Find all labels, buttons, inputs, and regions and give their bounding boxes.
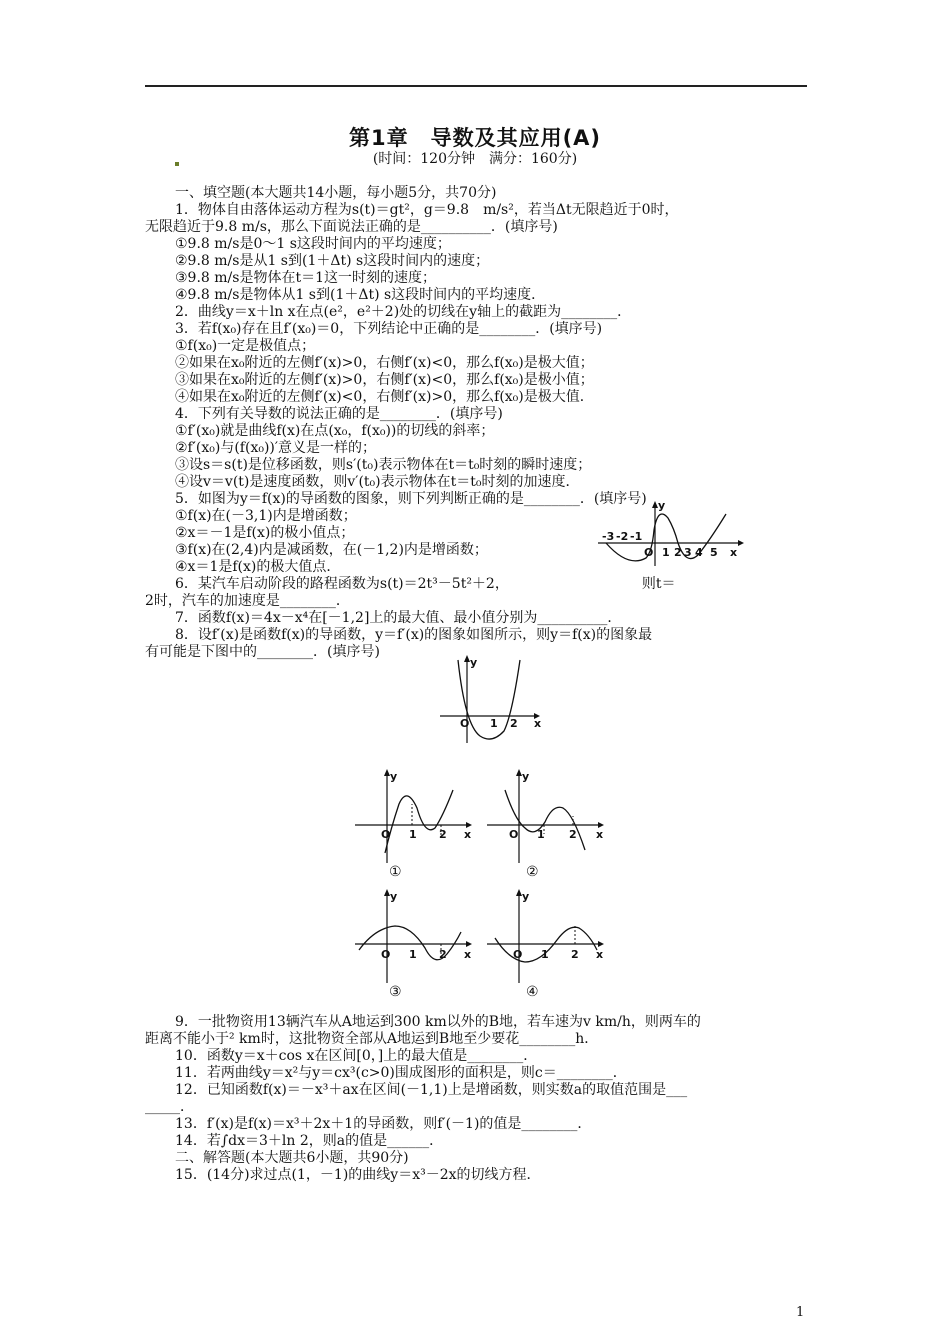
- text-line: 5．如图为y＝f(x)的导函数的图象，则下列判断正确的是________．(填序号): [175, 491, 647, 507]
- text-line: 距离不能小于² km时，这批物资全部从A地运到B地至少要花________h．: [145, 1031, 599, 1047]
- x-label: x: [464, 828, 472, 841]
- text-line: 有可能是下图中的________．(填序号): [145, 644, 380, 660]
- opt3-tick: O: [381, 948, 391, 961]
- opt4-tick: 2: [571, 948, 579, 961]
- page-title: 第1章 导数及其应用(A): [348, 126, 602, 150]
- option-line: ④设v＝v(t)是速度函数，则v′(t₀)表示物体在t＝t₀时刻的加速度．: [175, 474, 580, 490]
- text-line: 8．设f′(x)是函数f(x)的导函数，y＝f′(x)的图象如图所示，则y＝f(x)的图象最: [175, 627, 653, 643]
- text-line: 11．若两曲线y＝x²与y＝cx³(c>0)围成图形的面积是，则c＝________．: [175, 1065, 627, 1081]
- option-line: ③设s＝s(t)是位移函数，则s′(t₀)表示物体在t＝t₀时刻的瞬时速度；: [175, 457, 592, 473]
- option-3-label: ③: [389, 984, 402, 1000]
- q5-tick: 3: [684, 546, 692, 559]
- option-2-label: ②: [526, 864, 539, 880]
- opt3-tick: 2: [439, 948, 447, 961]
- text-line: 7．函数f(x)＝4x－x⁴在[－1,2]上的最大值、最小值分别为__________．: [175, 610, 622, 626]
- text-line: 12．已知函数f(x)＝－x³＋ax在区间(－1,1)上是增函数，则实数a的取值范围是___: [175, 1082, 688, 1098]
- option-line: ②如果在x₀附近的左侧f′(x)>0，右侧f′(x)<0，那么f(x₀)是极大值；: [175, 355, 594, 371]
- y-label: y: [390, 770, 398, 783]
- q8-y-axis-label: y: [470, 656, 478, 669]
- text-line: 15．(14分)求过点(1，－1)的曲线y＝x³－2x的切线方程．: [175, 1167, 541, 1183]
- opt1-tick: 2: [439, 828, 447, 841]
- y-label: y: [390, 890, 398, 903]
- q5-tick: -3: [602, 530, 615, 543]
- q8-tick: 1: [490, 717, 498, 730]
- option-4-label: ④: [526, 984, 539, 1000]
- option-line: ③f(x)在(2,4)内是减函数，在(－1,2)内是增函数；: [175, 542, 488, 558]
- q5-tick: 4: [695, 546, 703, 559]
- opt1-tick: 1: [409, 828, 417, 841]
- option-line: ①f(x₀)一定是极值点；: [175, 338, 316, 354]
- text-line: _____．: [145, 1099, 194, 1115]
- q5-tick: O: [644, 546, 654, 559]
- x-label: x: [596, 948, 604, 961]
- q8-tick: O: [460, 717, 470, 730]
- option-line: ②f′(x₀)与(f(x₀))′意义是一样的；: [175, 440, 377, 456]
- option-3-graph: [355, 888, 480, 988]
- opt1-tick: O: [381, 828, 391, 841]
- decorative-dot: [175, 162, 179, 166]
- page-subtitle: (时间：120分钟 满分：160分): [372, 151, 578, 167]
- q5-tick: 5: [710, 546, 718, 559]
- option-1-graph: [355, 768, 480, 868]
- x-label: x: [464, 948, 472, 961]
- y-label: y: [522, 770, 530, 783]
- q5-derivative-graph: [598, 500, 743, 570]
- y-label: y: [522, 890, 530, 903]
- option-1-label: ①: [389, 864, 402, 880]
- option-line: ④9.8 m/s是物体从1 s到(1＋Δt) s这段时间内的平均速度．: [175, 287, 546, 303]
- option-line: ①f(x)在(－3,1)内是增函数；: [175, 508, 357, 524]
- opt4-tick: O: [513, 948, 523, 961]
- opt2-tick: 1: [537, 828, 545, 841]
- text-line: 1．物体自由落体运动方程为s(t)＝gt²，g＝9.8 m/s²，若当Δt无限趋近于0时，: [175, 202, 679, 218]
- text-line: 3．若f(x₀)存在且f′(x₀)＝0，下列结论中正确的是________．(填序号): [175, 321, 603, 337]
- text-line: 10．函数y＝x＋cos x在区间[0，]上的最大值是________．: [175, 1048, 538, 1064]
- option-4-graph: [487, 888, 612, 988]
- text-line: 6．某汽车启动阶段的路程函数为s(t)＝2t³－5t²＋2， 则t＝: [175, 576, 676, 592]
- option-line: ④x＝1是f(x)的极大值点．: [175, 559, 341, 575]
- text-line: 无限趋近于9.8 m/s，那么下面说法正确的是__________．(填序号): [145, 219, 558, 235]
- page-number: 1: [796, 1305, 805, 1320]
- q5-tick: 2: [674, 546, 682, 559]
- q8-x-axis-label: x: [534, 717, 542, 730]
- text-line: 13．f′(x)是f(x)＝x³＋2x＋1的导函数，则f′(－1)的值是________．: [175, 1116, 592, 1132]
- option-line: ④如果在x₀附近的左侧f′(x)<0，右侧f′(x)>0，那么f(x₀)是极大值．: [175, 389, 594, 405]
- opt2-tick: 2: [569, 828, 577, 841]
- option-line: ③如果在x₀附近的左侧f′(x)>0，右侧f′(x)<0，那么f(x₀)是极小值；: [175, 372, 594, 388]
- opt4-tick: 1: [541, 948, 549, 961]
- option-line: ②9.8 m/s是从1 s到(1＋Δt) s这段时间内的速度；: [175, 253, 490, 269]
- text-line: 2．曲线y＝x＋ln x在点(e²，e²＋2)处的切线在y轴上的截距为________．: [175, 304, 632, 320]
- text-line: 9．一批物资用13辆汽车从A地运到300 km以外的B地，若车速为v km/h，则两车的: [175, 1014, 701, 1030]
- opt3-tick: 1: [409, 948, 417, 961]
- option-line: ③9.8 m/s是物体在t＝1这一时刻的速度；: [175, 270, 436, 286]
- q8-derivative-parabola: [440, 655, 550, 745]
- section-heading: 二、解答题(本大题共6小题，共90分): [175, 1150, 409, 1166]
- header-rule: [145, 85, 807, 87]
- option-line: ②x＝－1是f(x)的极小值点；: [175, 525, 355, 541]
- option-line: ①f′(x₀)就是曲线f(x)在点(x₀，f(x₀))的切线的斜率；: [175, 423, 495, 439]
- q5-tick: -1: [630, 530, 643, 543]
- q5-x-axis-label: x: [730, 546, 738, 559]
- x-label: x: [596, 828, 604, 841]
- text-line: 14．若∫dx＝3＋ln 2，则a的值是______．: [175, 1133, 444, 1149]
- text-line: 4．下列有关导数的说法正确的是________．(填序号): [175, 406, 503, 422]
- q5-y-axis-label: y: [658, 499, 666, 512]
- q5-tick: -2: [616, 530, 629, 543]
- option-line: ①9.8 m/s是0～1 s这段时间内的平均速度；: [175, 236, 451, 252]
- text-line: 2时，汽车的加速度是________．: [145, 593, 350, 609]
- option-2-graph: [487, 768, 612, 868]
- opt2-tick: O: [509, 828, 519, 841]
- section-heading: 一、填空题(本大题共14小题，每小题5分，共70分): [175, 185, 497, 201]
- q5-tick: 1: [662, 546, 670, 559]
- q8-tick: 2: [510, 717, 518, 730]
